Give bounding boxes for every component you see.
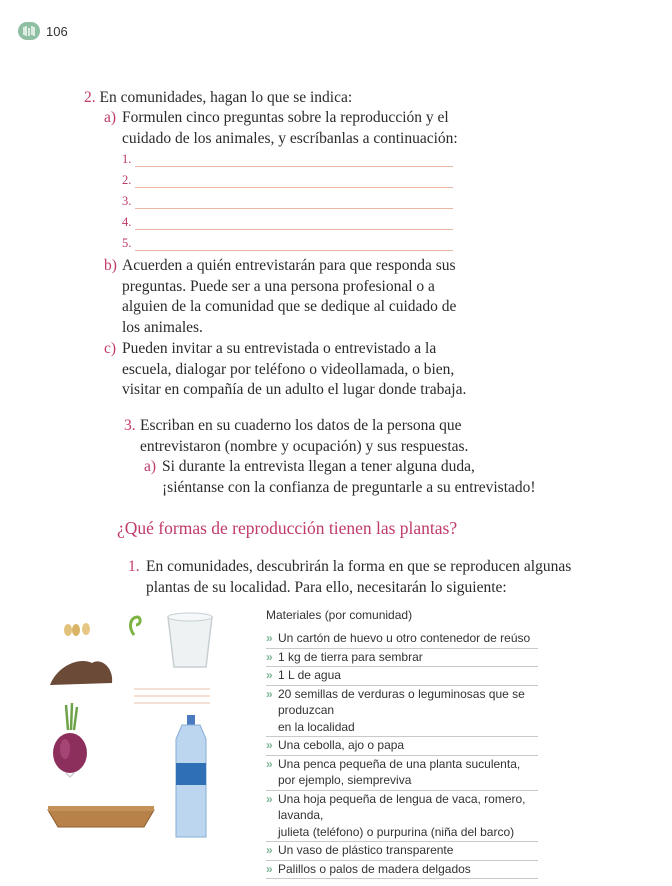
question-lines — [122, 146, 453, 251]
seeds-icon — [64, 623, 90, 636]
list-item: » Una penca pequeña de una planta suculenta, por ejemplo, siempreviva — [266, 756, 538, 791]
sprout-icon — [131, 617, 141, 635]
arrow-icon: » — [266, 668, 273, 682]
list-item: » Palillos o palos de madera delgados — [266, 861, 538, 880]
list-item: » Una hoja pequeña de lengua de vaca, romero, lavanda, julieta (teléfono) o purpurina (niña del barco) — [266, 791, 538, 843]
list-item: » Un vaso de plástico transparente — [266, 842, 538, 861]
question-line[interactable]: 3. — [122, 188, 453, 209]
page-number: 106 — [46, 23, 68, 39]
section-heading: ¿Qué formas de reproducción tienen las plantas? — [117, 518, 458, 538]
list-item: » 1 L de agua — [266, 667, 538, 686]
question-line[interactable]: 1. — [122, 146, 453, 167]
soil-icon — [50, 661, 112, 685]
materials-title: Materiales (por comunidad) — [266, 608, 413, 622]
arrow-icon: » — [266, 686, 273, 701]
materials-list — [266, 608, 538, 879]
arrow-icon: » — [266, 738, 273, 752]
question-line[interactable]: 4. — [122, 209, 453, 230]
plants-item-1: 1. En comunidades, descubrirán la forma en que se reproducen algunas plantas de su localidad. Para ello, necesitarán lo siguiente: — [128, 558, 572, 596]
list-item: » Una cebolla, ajo o papa — [266, 737, 538, 756]
materials-illustration — [30, 605, 260, 845]
book-icon — [18, 22, 40, 40]
question-line[interactable]: 2. — [122, 167, 453, 188]
cup-icon — [168, 613, 212, 667]
tray-icon — [48, 806, 154, 827]
water-bottle-icon — [176, 715, 206, 837]
page-header — [18, 22, 68, 40]
question-line[interactable]: 5. — [122, 230, 453, 251]
item-3a: a) Si durante la entrevista llegan a tener alguna duda, ¡siéntanse con la confianza de preguntarle a su entrevistado! — [144, 458, 536, 496]
item-2b: b) Acuerden a quién entrevistarán para que responda sus preguntas. Puede ser a una persona profesional o a alguien de la comunidad que se dedique al cuidado de los animales. — [104, 257, 457, 336]
item-2a: a) Formulen cinco preguntas sobre la reproducción y el cuidado de los animales, y escríbanlas a continuación: — [104, 109, 458, 147]
list-item: » 1 kg de tierra para sembrar — [266, 649, 538, 668]
arrow-icon: » — [266, 649, 273, 664]
arrow-icon: » — [266, 631, 273, 645]
arrow-icon: » — [266, 756, 273, 771]
arrow-icon: » — [266, 791, 273, 806]
arrow-icon: » — [266, 861, 273, 876]
section-3: 3. Escriban en su cuaderno los datos de la persona que entrevistaron (nombre y ocupación) y sus respuestas. — [124, 417, 469, 455]
onion-icon — [53, 703, 87, 777]
item-2c: c) Pueden invitar a su entrevistada o entrevistado a la escuela, dialogar por teléfono o videollamada, o bien, visitar en compañía de un adulto el lugar donde trabaja. — [104, 340, 467, 398]
list-item: » Un cartón de huevo u otro contenedor de reúso — [266, 630, 538, 649]
section-2-intro: 2. En comunidades, hagan lo que se indica: — [84, 89, 353, 106]
list-item: » 20 semillas de verduras o leguminosas que se produzcan en la localidad — [266, 686, 538, 738]
arrow-icon: » — [266, 843, 273, 857]
